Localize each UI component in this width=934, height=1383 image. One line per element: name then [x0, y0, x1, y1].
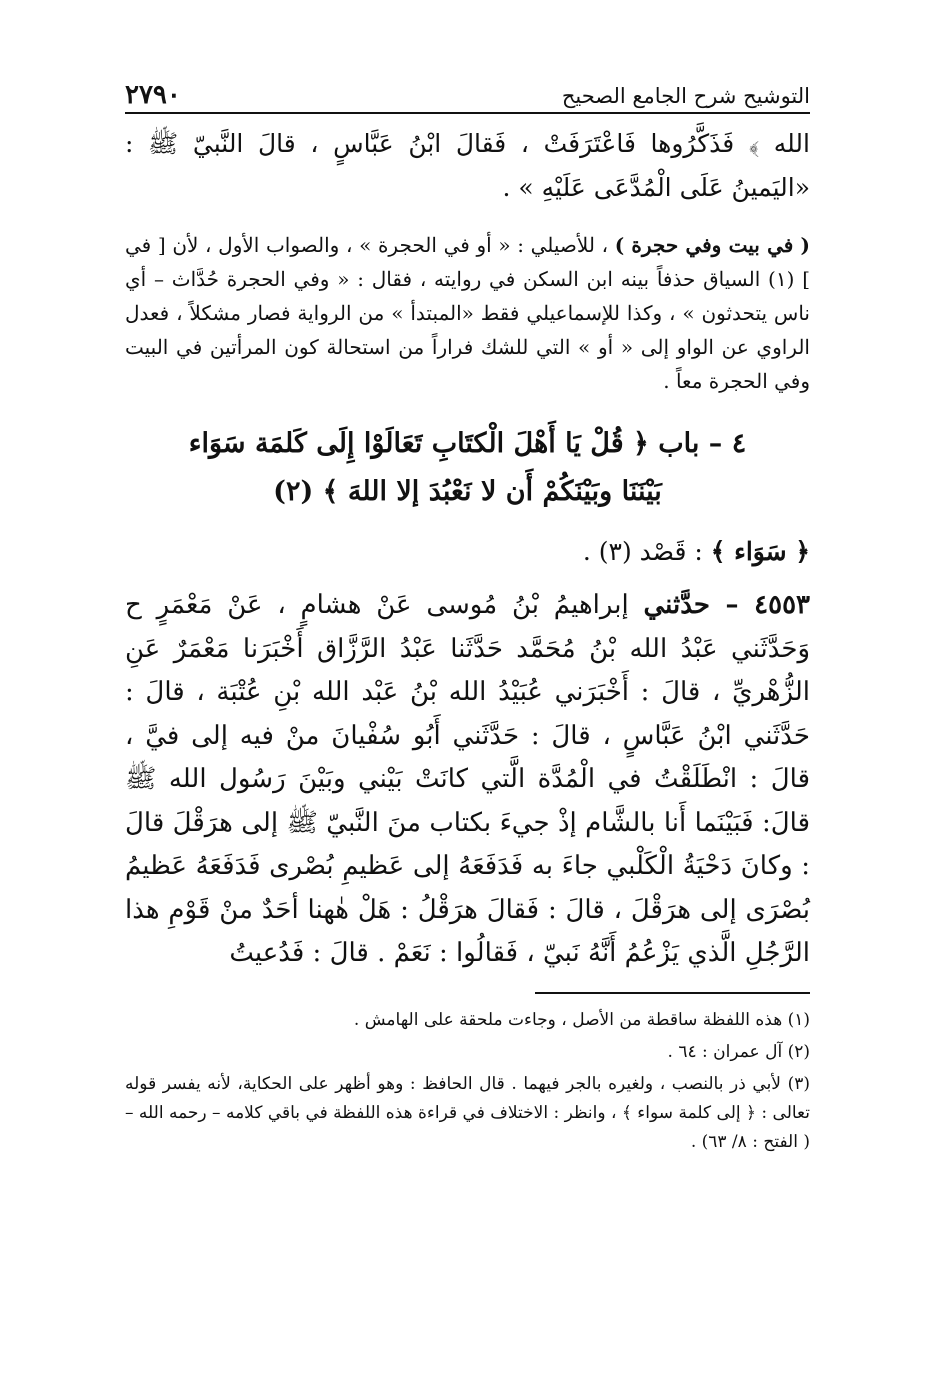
page-header: [125, 78, 810, 114]
footnotes: [125, 1006, 810, 1157]
hadith-continuation: الله ﴾ فَذَكَّرُوها فَاعْتَرَفَتْ ، فَقالَ ابْنُ عَبَّاسٍ ، قالَ النَّبيّ ﷺ : «اليَمينُ عَلَى الْمُدَّعَى عَلَيْهِ » .: [125, 129, 810, 202]
footnote-2: (٢) آل عمران : ٦٤ .: [667, 1041, 810, 1062]
chapter-line-1: ٤ – باب ﴿ قُلْ يَا أَهْلَ الْكتَابِ تَعَالَوْا إِلَى كَلمَة سَوَاء: [188, 428, 747, 459]
book-page: [125, 78, 810, 1308]
hadith-number: ٤٥٥٣ – حدَّثني: [643, 590, 811, 620]
commentary-paragraph: [125, 228, 810, 398]
gloss-text: : قَصْد (٣) .: [582, 537, 703, 566]
hadith-paragraph: [125, 584, 810, 976]
footnote-3: (٣) لأبي ذر بالنصب ، ولغيره بالجر فيهما . قال الحافظ : وهو أظهر على الحكاية، لأنه يفسر قوله تعالى : ﴿ إلى كلمة سواء ﴾ ، وانظر : الاختلاف في قراءة هذه اللفظة في باقي كلامه – رحمه الله – ( الفتح : ٨/ ٦٣) .: [125, 1073, 810, 1152]
gloss-term: ﴿ سَوَاء ﴾: [710, 537, 810, 566]
word-gloss: [125, 530, 810, 574]
page-number: ٢٧٩٠: [125, 80, 181, 110]
chapter-line-2: بَيْنَنَا وبَيْنَكُمْ أَن لا نَعْبُدَ إلا اللهَ ﴾ (٢): [273, 476, 662, 507]
commentary-lead: ( في بيت وفي حجرة ): [614, 233, 811, 257]
hadith-text: إبراهيمُ بْنُ مُوسى عَنْ هشامٍ ، عَنْ مَعْمَرٍ ح وَحَدَّثَني عَبْدُ الله بْنُ مُحَمَّد حَدَّثَنا عَبْدُ الرَّزَّاق أَخْبَرَنا مَعْمَرٌ عَنِ الزُّهْريِّ ، قالَ : أَخْبَرَني عُبَيْدُ الله بْنُ عَبْد الله بْنِ عُتْبَة ، قالَ : حَدَّثَني ابْنُ عَبَّاسٍ ، قالَ : حَدَّثَني أَبُو سُفْيانَ منْ فيه إلى فيَّ ، قالَ : انْطَلَقْتُ في الْمُدَّة الَّتي كانَتْ بَيْني وبَيْنَ رَسُول الله ﷺ قالَ: فَبَيْنَما أَنا بالشَّام إذْ جيءَ بكتاب منَ النَّبيّ ﷺ إلى هرَقْلَ قالَ : وكانَ دَحْيَةُ الْكَلْبي جاءَ به فَدَفَعَهُ إلى عَظيمِ بُصْرى فَدَفَعَهُ عَظيمُ بُصْرَى إلى هرَقْلَ ، قالَ : فَقالَ هرَقْلُ : هَلْ هٰهنا أحَدٌ منْ قَوْمِ هذا الرَّجُلِ الَّذي يَزْعُمُ أَنَّهُ نَبيّ ، فَقالُوا : نَعَمْ . قالَ : فَدُعيتُ: [125, 590, 810, 968]
chapter-heading: [125, 420, 810, 516]
footnote-divider: [535, 992, 810, 994]
footnote-1: (١) هذه اللفظة ساقطة من الأصل ، وجاءت ملحقة على الهامش .: [353, 1009, 810, 1030]
book-title: التوشيح شرح الجامع الصحيح: [561, 84, 810, 108]
commentary-text: ، للأصيلي : « أو في الحجرة » ، والصواب الأول ، لأن [ في ] (١) السياق حذفاً بينه ابن السكن في روايته ، فقال : « وفي الحجرة حُدَّاث – أي ناس يتحدثون » ، وكذا للإسماعيلي فقط «المبتدأ » من الرواية فصار مشكلاً ، فعدل الراوي عن الواو إلى « أو » التي للشك فراراً من استحالة كون المرأتين في البيت وفي الحجرة معاً .: [125, 233, 810, 393]
